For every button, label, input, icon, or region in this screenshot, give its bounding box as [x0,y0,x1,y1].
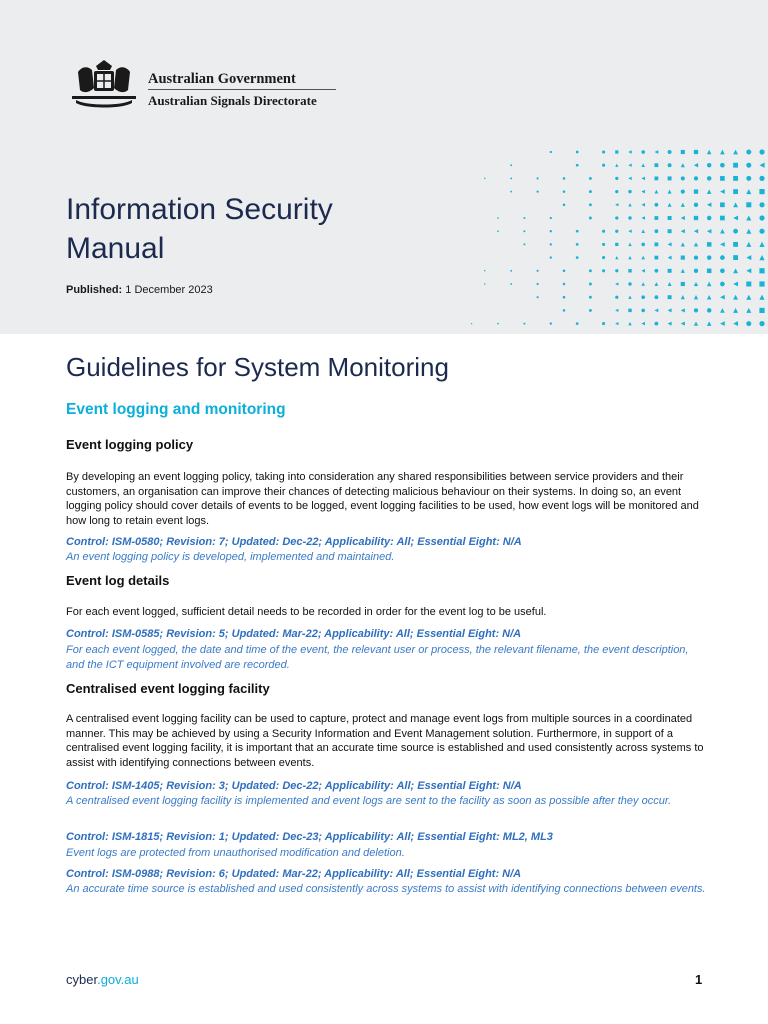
pattern-shape [668,216,672,220]
pattern-shape [655,322,659,326]
pattern-shape [681,282,685,286]
pattern-shape [628,282,631,285]
pattern-shape [694,163,698,167]
pattern-shape [615,164,618,167]
pattern-shape [681,242,685,246]
pattern-shape [720,216,725,221]
page-number: 1 [695,972,703,987]
pattern-shape [523,217,525,219]
pattern-shape [707,242,711,246]
pattern-shape [576,230,579,233]
pattern-shape [668,163,672,167]
pattern-shape [759,176,764,181]
pattern-shape [615,256,618,259]
pattern-shape [681,176,685,180]
pattern-shape [694,229,698,233]
pattern-shape [628,229,631,232]
pattern-shape [720,202,725,207]
pattern-shape [576,322,579,325]
pattern-shape [510,191,512,193]
pattern-shape [628,177,631,180]
pattern-shape [628,216,631,219]
pattern-shape [746,242,751,247]
pattern-shape [746,176,751,181]
pattern-shape [707,203,711,207]
pattern-shape [720,229,725,234]
pattern-shape [681,256,685,260]
pattern-shape [602,256,605,259]
pattern-shape [746,295,751,300]
pattern-shape [576,243,579,246]
pattern-shape [550,151,552,153]
pattern-shape [641,203,645,207]
pattern-shape [707,282,711,286]
pattern-shape [484,283,485,284]
pattern-shape [628,203,631,206]
pattern-shape [655,216,659,220]
government-logo [66,58,336,110]
paragraph-policy: By developing an event logging policy, taking into consideration any shared responsibilities between service providers and their customers, an organisation can improve their chances of detecting malicious behaviour on their systems. In doing so, an event logging policy should cover details of events to be logged, event logging facilities to be used, how event logs will be monitored and how long to retain event logs. [66,471,699,528]
pattern-shape [641,309,645,313]
control-text-1815: Event logs are protected from unauthorised modification and deletion. [66,847,405,859]
pattern-shape [589,296,592,299]
pattern-shape [563,177,566,180]
heading-centralised-facility: Centralised event logging facility [66,681,270,696]
pattern-shape [602,230,605,233]
pattern-shape [523,243,525,245]
pattern-shape [746,163,751,168]
pattern-shape [628,295,631,298]
published-value: 1 December 2023 [125,284,213,296]
pattern-shape [759,268,764,273]
pattern-shape [615,203,618,206]
pattern-shape [484,178,485,179]
pattern-shape [655,243,659,247]
pattern-shape [681,322,685,326]
pattern-shape [668,190,672,194]
pattern-shape [655,150,659,154]
pattern-shape [576,256,579,259]
pattern-shape [668,203,672,207]
pattern-shape [550,217,552,219]
pattern-shape [746,268,751,273]
pattern-shape [759,202,764,207]
pattern-shape [563,296,566,299]
pattern-shape [655,256,659,260]
published-label: Published: [66,284,123,296]
pattern-shape [720,255,725,260]
pattern-shape [733,202,738,207]
published-date [66,284,213,296]
pattern-shape [641,216,645,220]
control-heading-0585: Control: ISM-0585; Revision: 5; Updated: Mar-22; Applicability: All; Essential Eight: N/A [66,628,522,640]
pattern-shape [641,269,645,273]
pattern-shape [523,230,525,232]
control-text-0988: An accurate time source is established and used consistently across systems to assist with identifying connections between events. [66,883,706,895]
pattern-shape [563,204,566,207]
pattern-shape [563,309,566,312]
pattern-shape [589,217,592,220]
pattern-shape [602,322,605,325]
pattern-shape [641,282,645,286]
pattern-shape [694,269,698,273]
pattern-shape [759,149,764,154]
pattern-shape [655,177,659,181]
pattern-shape [550,322,552,324]
pattern-shape [641,229,645,233]
pattern-shape [720,176,725,181]
pattern-shape [707,308,711,312]
pattern-shape [668,229,672,233]
pattern-shape [537,283,539,285]
pattern-shape [707,176,711,180]
pattern-shape [497,230,499,232]
pattern-shape [615,243,618,246]
pattern-shape [759,229,764,234]
pattern-shape [537,270,539,272]
pattern-shape [655,269,659,273]
pattern-shape [589,190,592,193]
pattern-shape [655,163,659,167]
pattern-shape [720,282,725,287]
pattern-shape [589,203,592,206]
pattern-shape [655,295,659,299]
pattern-shape [510,283,512,285]
pattern-shape [759,281,764,286]
pattern-shape [484,270,485,271]
pattern-shape [681,229,685,233]
pattern-shape [641,322,645,326]
pattern-shape [707,189,711,193]
footer-website[interactable] [66,972,139,987]
pattern-shape [733,268,738,273]
paragraph-details: For each event logged, sufficient detail needs to be recorded in order for the event log to be useful. [66,606,547,618]
pattern-shape [707,295,711,299]
pattern-shape [628,190,631,193]
pattern-shape [668,242,672,246]
pattern-shape [602,243,605,246]
pattern-shape [602,164,605,167]
pattern-shape [720,268,725,273]
pattern-shape [694,308,698,312]
gov-name: Australian Government [148,71,296,87]
pattern-shape [720,163,725,168]
pattern-shape [720,308,725,313]
pattern-shape [641,150,645,154]
pattern-shape [628,243,631,246]
pattern-shape [628,150,631,153]
pattern-shape [746,149,751,154]
pattern-shape [681,203,685,207]
pattern-shape [655,203,659,207]
pattern-shape [707,321,711,325]
pattern-shape [694,321,698,325]
pattern-shape [628,322,631,325]
heading-event-logging-policy: Event logging policy [66,437,194,452]
heading-event-log-details: Event log details [66,573,170,588]
pattern-shape [720,150,725,155]
pattern-shape [733,163,738,168]
pattern-shape [746,281,751,286]
pattern-shape [733,295,738,300]
pattern-shape [510,177,512,179]
pattern-shape [615,190,618,193]
pattern-shape [589,269,592,272]
pattern-shape [628,309,631,312]
pattern-shape [694,295,698,299]
pattern-shape [615,150,618,153]
pattern-shape [733,216,738,221]
pattern-shape [759,163,764,168]
pattern-shape [497,323,499,325]
pattern-shape [759,242,764,247]
control-text-1405: A centralised event logging facility is implemented and event logs are sent to the facility as soon as possible after they occur. [66,795,672,807]
pattern-shape [746,189,751,194]
document-title [66,190,426,268]
pattern-shape [550,256,552,258]
pattern-shape [471,323,472,324]
pattern-shape [668,256,672,260]
control-heading-0988: Control: ISM-0988; Revision: 6; Updated: Mar-22; Applicability: All; Essential Eight: N/A [66,868,522,880]
pattern-shape [733,242,738,247]
pattern-shape [759,308,764,313]
pattern-shape [510,270,512,272]
pattern-shape [550,243,552,245]
pattern-shape [641,190,645,194]
pattern-shape [720,242,725,247]
control-text-0585: For each event logged, the date and time of the event, the relevant user or process, the relevant filename, the event description, and the ICT equipment involved are recorded. [66,644,689,671]
pattern-shape [655,309,659,313]
title-line-1: Information Security [66,193,333,226]
pattern-shape [655,190,659,194]
pattern-shape [602,150,605,153]
pattern-shape [746,215,751,220]
pattern-shape [510,164,512,166]
pattern-shape [694,176,698,180]
control-heading-0580: Control: ISM-0580; Revision: 7; Updated: Dec-22; Applicability: All; Essential Eight: N/A [66,536,522,548]
pattern-shape [681,295,685,299]
pattern-shape [759,215,764,220]
pattern-shape [759,189,764,194]
pattern-shape [733,189,738,194]
pattern-shape [641,163,645,167]
pattern-shape [681,150,685,154]
pattern-shape [681,163,685,167]
pattern-shape [720,189,725,194]
pattern-shape [497,217,499,219]
footer-site-domain: .gov.au [97,972,139,987]
pattern-shape [733,282,738,287]
pattern-shape [523,323,525,325]
logo-divider [148,89,336,90]
subsection-title: Event logging and monitoring [66,401,286,418]
coat-of-arms-icon [66,58,142,110]
pattern-shape [576,164,579,167]
paragraph-centralised: A centralised event logging facility can be used to capture, protect and manage event logs from multiple sources in a coordinated manner. This may be achieved by using a Security Information and Event Management solution. Furthermore, in support of a centralised event logging facility, it is important that an accurate time source is established and used consistently across systems to assist with identifying connections between events. [66,713,704,770]
pattern-shape [694,203,698,207]
pattern-shape [615,309,618,312]
pattern-shape [720,321,725,326]
pattern-shape [589,177,592,180]
pattern-shape [641,243,645,247]
pattern-shape [694,255,698,259]
pattern-shape [746,308,751,313]
pattern-shape [707,163,711,167]
pattern-shape [746,202,751,207]
control-heading-1815: Control: ISM-1815; Revision: 1; Updated: Dec-23; Applicability: All; Essential Eight: ML2, ML3 [66,831,553,843]
pattern-shape [615,230,618,233]
pattern-shape [615,269,618,272]
pattern-shape [668,295,672,299]
pattern-shape [537,177,539,179]
pattern-shape [628,163,631,166]
pattern-shape [641,177,645,181]
pattern-shape [615,322,618,325]
pattern-shape [707,150,711,154]
pattern-shape [681,190,685,194]
pattern-shape [707,216,711,220]
pattern-shape [668,150,672,154]
pattern-shape [615,216,618,219]
pattern-shape [628,269,631,272]
pattern-shape [668,176,672,180]
pattern-shape [694,189,698,193]
pattern-shape [576,151,579,154]
pattern-shape [733,255,738,260]
pattern-shape [733,321,738,326]
pattern-shape [537,296,539,298]
pattern-shape [681,269,685,273]
pattern-shape [733,229,738,234]
pattern-shape [746,255,751,260]
pattern-shape [602,269,605,272]
pattern-shape [733,308,738,313]
pattern-shape [563,190,566,193]
pattern-shape [641,295,645,299]
pattern-shape [707,229,711,233]
pattern-shape [694,216,698,220]
pattern-shape [759,321,764,326]
footer-site-name: cyber [66,972,98,987]
pattern-shape [694,150,698,154]
pattern-shape [746,229,751,234]
pattern-shape [563,283,566,286]
section-title: Guidelines for System Monitoring [66,352,449,382]
pattern-shape [733,150,738,155]
pattern-shape [563,270,566,273]
pattern-shape [655,282,659,286]
pattern-shape [681,308,685,312]
pattern-shape [759,295,764,300]
pattern-shape [707,269,711,273]
pattern-shape [733,176,738,181]
pattern-shape [615,282,618,285]
pattern-shape [668,269,672,273]
pattern-shape [694,282,698,286]
agency-name: Australian Signals Directorate [148,93,317,108]
pattern-shape [550,230,552,232]
control-text-0580: An event logging policy is developed, implemented and maintained. [66,551,395,563]
pattern-shape [589,283,592,286]
pattern-shape [668,308,672,312]
pattern-shape [746,321,751,326]
pattern-shape [615,296,618,299]
pattern-shape [615,177,618,180]
pattern-shape [537,191,539,193]
control-heading-1405: Control: ISM-1405; Revision: 3; Updated: Dec-22; Applicability: All; Essential Eight: N/A [66,780,522,792]
pattern-shape [668,282,672,286]
pattern-shape [759,255,764,260]
title-line-2: Manual [66,232,165,265]
pattern-shape [720,295,725,300]
pattern-shape [589,309,592,312]
pattern-shape [668,322,672,326]
pattern-shape [641,256,645,260]
pattern-shape [707,255,711,259]
pattern-shape [655,229,659,233]
pattern-shape [681,216,685,220]
pattern-shape [628,256,631,259]
pattern-shape [694,242,698,246]
